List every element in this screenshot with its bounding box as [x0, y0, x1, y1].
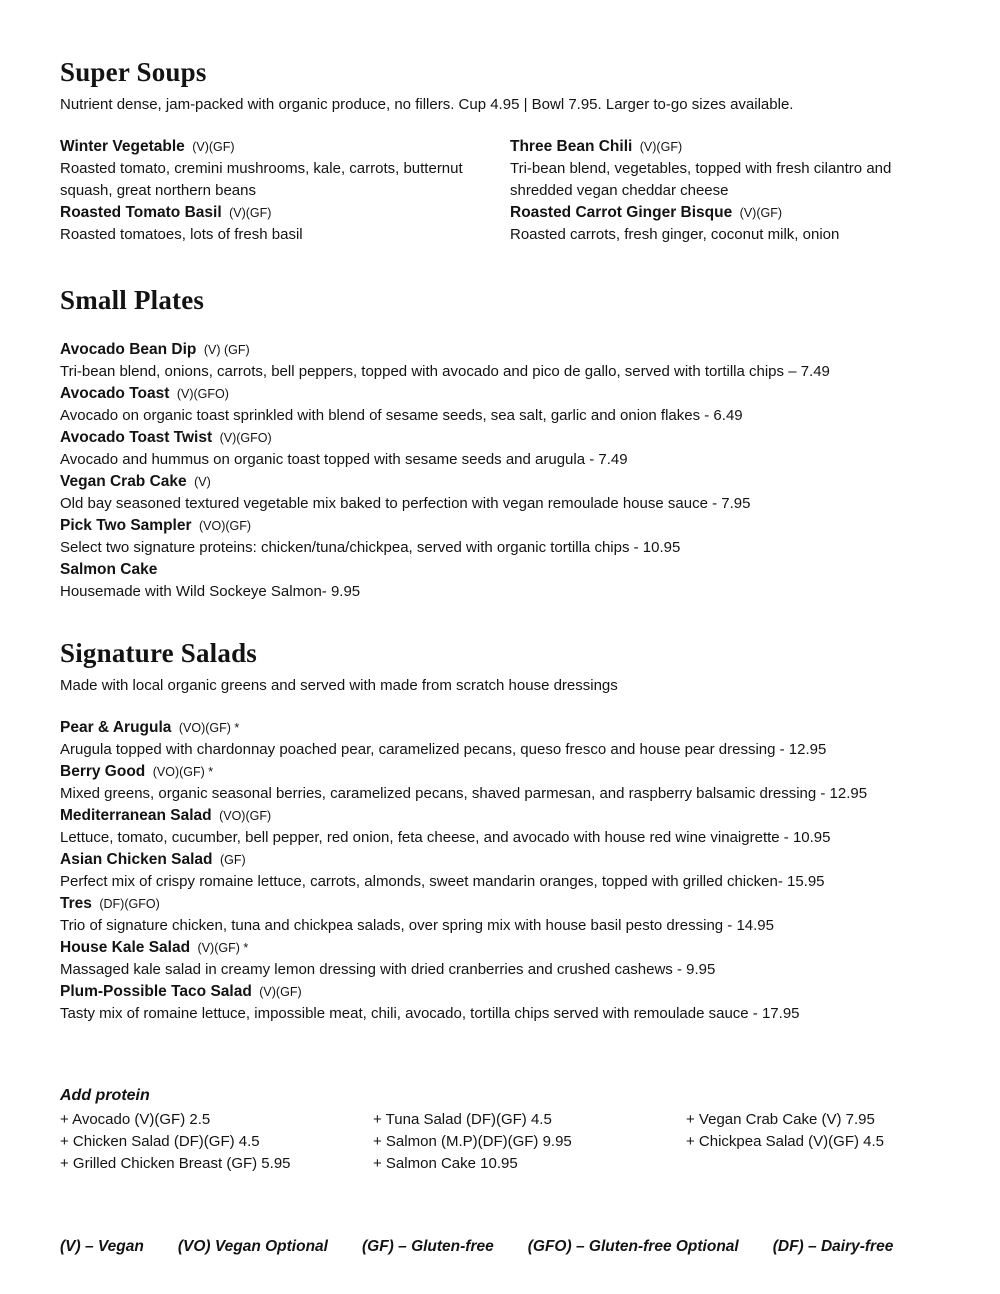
- item-name: House Kale Salad: [60, 939, 191, 957]
- item-tags: (VO)(GF) *: [178, 721, 240, 736]
- item-description: Tri-bean blend, onions, carrots, bell peppers, topped with avocado and pico de gallo, served with tortilla chips – 7.49: [60, 363, 830, 381]
- soups-column-right: [510, 136, 960, 246]
- item-description: Mixed greens, organic seasonal berries, caramelized pecans, shaved parmesan, and raspberry balsamic dressing - 12.95: [60, 785, 868, 803]
- item-header: [60, 761, 936, 783]
- item-name: Berry Good: [60, 763, 146, 781]
- add-protein-option: + Avocado (V)(GF) 2.5: [60, 1111, 211, 1129]
- small-plates-items: [60, 339, 936, 603]
- item-header: [60, 559, 936, 581]
- item-description: Massaged kale salad in creamy lemon dressing with dried cranberries and crushed cashews - 9.95: [60, 961, 716, 979]
- add-protein-option: + Tuna Salad (DF)(GF) 4.5: [373, 1111, 552, 1129]
- add-protein-column-3: [686, 1109, 999, 1175]
- small-plates-title: Small Plates: [60, 284, 205, 315]
- section-small-plates: [60, 246, 936, 604]
- legend-vegan-optional: (VO) Vegan Optional: [177, 1238, 328, 1255]
- item-tags: (GF): [219, 853, 246, 868]
- legend-vegan: (V) – Vegan: [60, 1238, 144, 1255]
- menu-item: [60, 937, 936, 981]
- item-header: [60, 981, 936, 1003]
- item-header: [60, 136, 492, 158]
- item-name: Pick Two Sampler: [60, 517, 192, 535]
- item-tags: (V)(GF): [259, 985, 302, 1000]
- menu-item: [60, 427, 936, 471]
- item-header: [60, 717, 936, 739]
- legend-dairy-free: (DF) – Dairy-free: [772, 1238, 894, 1255]
- item-name: Avocado Toast: [60, 385, 170, 403]
- item-description: Arugula topped with chardonnay poached pear, caramelized pecans, queso fresco and house pear dressing - 12.95: [60, 741, 827, 759]
- item-name: Mediterranean Salad: [60, 807, 212, 825]
- menu-item: [510, 202, 942, 246]
- item-description: Avocado and hummus on organic toast topped with sesame seeds and arugula - 7.49: [60, 451, 628, 469]
- item-description: Old bay seasoned textured vegetable mix baked to perfection with vegan remoulade house sauce - 7.95: [60, 495, 751, 513]
- item-header: [60, 383, 936, 405]
- item-name: Avocado Bean Dip: [60, 341, 197, 359]
- signature-salads-subtitle: Made with local organic greens and served with made from scratch house dressings: [60, 677, 618, 695]
- item-tags: (V)(GFO): [219, 431, 272, 446]
- item-name: Asian Chicken Salad: [60, 851, 213, 869]
- add-protein-option: + Chickpea Salad (V)(GF) 4.5: [686, 1133, 884, 1151]
- item-name: Roasted Tomato Basil: [60, 203, 222, 221]
- item-tags: (V) (GF): [203, 343, 250, 358]
- add-protein-column-2: [373, 1109, 686, 1175]
- item-header: [60, 515, 936, 537]
- add-protein-title: Add protein: [60, 1087, 150, 1105]
- item-tags: (V)(GF): [229, 205, 272, 220]
- add-protein-option: + Grilled Chicken Breast (GF) 5.95: [60, 1155, 291, 1173]
- menu-item: [60, 136, 492, 202]
- item-name: Three Bean Chili: [510, 137, 633, 155]
- item-description: Roasted tomatoes, lots of fresh basil: [60, 225, 303, 243]
- item-tags: (V)(GF): [192, 139, 235, 154]
- add-protein-option: + Salmon (M.P)(DF)(GF) 9.95: [373, 1133, 572, 1151]
- section-signature-salads: [60, 603, 936, 1025]
- menu-item: [60, 515, 936, 559]
- item-header: [60, 202, 492, 224]
- item-description: Select two signature proteins: chicken/tuna/chickpea, served with organic tortilla chips - 10.95: [60, 539, 681, 557]
- soups-columns: [60, 136, 936, 246]
- item-description: Tasty mix of romaine lettuce, impossible meat, chili, avocado, tortilla chips served with remoulade sauce - 17.95: [60, 1005, 800, 1023]
- menu-item: [60, 805, 936, 849]
- menu-item: [510, 136, 942, 202]
- item-header: [60, 937, 936, 959]
- item-tags: (V): [194, 475, 211, 490]
- item-tags: (V)(GF) *: [197, 941, 249, 956]
- item-header: [60, 893, 936, 915]
- menu-item: [60, 849, 936, 893]
- item-header: [510, 136, 942, 158]
- menu-item: [60, 202, 492, 246]
- menu-item: [60, 471, 936, 515]
- menu-item: [60, 893, 936, 937]
- item-tags: (VO)(GF): [219, 809, 272, 824]
- item-header: [60, 805, 936, 827]
- item-header: [60, 849, 936, 871]
- item-header: [60, 427, 936, 449]
- menu-item: [60, 559, 936, 603]
- item-name: Winter Vegetable: [60, 137, 185, 155]
- item-name: Pear & Arugula: [60, 719, 172, 737]
- item-description: Roasted carrots, fresh ginger, coconut milk, onion: [510, 225, 840, 243]
- super-soups-title: Super Soups: [60, 57, 207, 87]
- item-header: [60, 339, 936, 361]
- item-tags: (DF)(GFO): [99, 897, 160, 912]
- item-name: Roasted Carrot Ginger Bisque: [510, 203, 733, 221]
- item-description: Roasted tomato, cremini mushrooms, kale, carrots, butternut squash, great northern beans: [60, 159, 463, 199]
- item-description: Lettuce, tomato, cucumber, bell pepper, red onion, feta cheese, and avocado with house red wine vinaigrette - 10.95: [60, 829, 831, 847]
- signature-salads-title: Signature Salads: [60, 638, 258, 669]
- section-super-soups: [60, 58, 936, 246]
- menu-item: [60, 383, 936, 427]
- item-description: Housemade with Wild Sockeye Salmon- 9.95: [60, 583, 361, 601]
- menu-item: [60, 339, 936, 383]
- add-protein-columns: [60, 1109, 936, 1175]
- item-description: Tri-bean blend, vegetables, topped with fresh cilantro and shredded vegan cheddar cheese: [510, 159, 892, 199]
- add-protein-option: + Vegan Crab Cake (V) 7.95: [686, 1111, 875, 1129]
- menu-item: [60, 717, 936, 761]
- item-name: Vegan Crab Cake: [60, 473, 187, 491]
- menu-item: [60, 761, 936, 805]
- menu-item: [60, 981, 936, 1025]
- item-tags: (VO)(GF) *: [152, 765, 214, 780]
- add-protein-column-1: [60, 1109, 373, 1175]
- item-description: Trio of signature chicken, tuna and chickpea salads, over spring mix with house basil pesto dressing - 14.95: [60, 917, 774, 935]
- soups-column-left: [60, 136, 510, 246]
- salads-items: [60, 717, 936, 1025]
- item-name: Avocado Toast Twist: [60, 429, 213, 447]
- item-tags: (VO)(GF): [198, 519, 252, 534]
- item-name: Plum-Possible Taco Salad: [60, 983, 252, 1001]
- section-add-protein: [60, 1085, 936, 1175]
- item-tags: (V)(GF): [639, 139, 683, 154]
- dietary-legend: [60, 1236, 936, 1258]
- item-tags: (V)(GF): [739, 205, 783, 220]
- item-name: Salmon Cake: [60, 561, 158, 579]
- item-description: Perfect mix of crispy romaine lettuce, carrots, almonds, sweet mandarin oranges, topped with grilled chicken- 15.95: [60, 873, 825, 891]
- item-name: Tres: [60, 895, 92, 913]
- item-header: [510, 202, 942, 224]
- item-header: [60, 471, 936, 493]
- legend-gluten-free: (GF) – Gluten-free: [361, 1238, 494, 1255]
- item-description: Avocado on organic toast sprinkled with blend of sesame seeds, sea salt, garlic and onion flakes - 6.49: [60, 407, 743, 425]
- item-tags: (V)(GFO): [176, 387, 229, 402]
- legend-gluten-free-optional: (GFO) – Gluten-free Optional: [527, 1238, 739, 1255]
- super-soups-subtitle: Nutrient dense, jam-packed with organic produce, no fillers. Cup 4.95 | Bowl 7.95. Larger to-go sizes available.: [60, 95, 794, 113]
- add-protein-option: + Chicken Salad (DF)(GF) 4.5: [60, 1133, 260, 1151]
- add-protein-option: + Salmon Cake 10.95: [373, 1155, 518, 1173]
